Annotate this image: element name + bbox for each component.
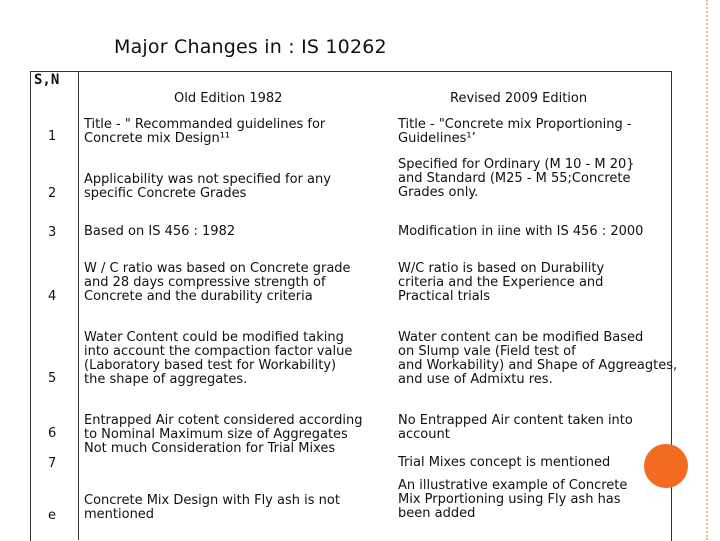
orange-circle-decoration	[644, 444, 688, 488]
row-number: 2	[48, 186, 57, 201]
row-number: 6	[48, 426, 57, 441]
new-cell: Title - "Concrete mix Proportioning - Guidelines¹’	[398, 117, 632, 146]
row-number: 5	[48, 371, 57, 386]
new-cell: No Entrapped Air content taken into account	[398, 413, 633, 442]
table-divider-sn	[78, 71, 79, 540]
new-cell: An illustrative example of Concrete Mix Prportioning using Fly ash has been added	[398, 478, 628, 521]
old-cell: Not much Consideration for Trial Mixes	[84, 441, 336, 456]
old-edition-header: Old Edition 1982	[174, 91, 283, 106]
new-cell: Specified for Ordinary (M 10 - M 20} and Standard (M25 - M 55;Concrete Grades only.	[398, 157, 635, 200]
new-cell: Trial Mixes concept is mentioned	[398, 455, 611, 470]
sn-column-header: S,N	[34, 72, 60, 88]
new-cell: Water content can be modified Based on Slump vale (Field test of and Workability) and Shape of Aggreagtes, and use of Admixtu res.	[398, 330, 678, 387]
old-cell: Concrete Mix Design with Fly ash is not mentioned	[84, 493, 340, 522]
old-cell: Based on IS 456 : 1982	[84, 224, 236, 239]
new-cell: W/C ratio is based on Durability criteria and the Experience and Practical trials	[398, 261, 605, 304]
row-number: 3	[48, 225, 57, 240]
row-number: 7	[48, 456, 57, 471]
row-number: 1	[48, 129, 57, 144]
old-cell: Applicability was not specified for any specific Concrete Grades	[84, 172, 331, 201]
row-number: e	[48, 508, 56, 523]
new-cell: Modification in iine with IS 456 : 2000	[398, 224, 644, 239]
revised-edition-header: Revised 2009 Edition	[450, 91, 588, 106]
old-cell: Entrapped Air cotent considered according to Nominal Maximum size of Aggregates	[84, 413, 363, 442]
old-cell: Title - " Recommanded guidelines for Concrete mix Design¹¹	[84, 117, 326, 146]
row-number: 4	[48, 289, 57, 304]
old-cell: W / C ratio was based on Concrete grade and 28 days compressive strength of Concrete and the durability criteria	[84, 261, 351, 304]
slide-right-border	[706, 0, 720, 540]
old-cell: Water Content could be modified taking into account the compaction factor value (Laboratory based test for Workability) the shape of aggregates.	[84, 330, 353, 387]
page-title: Major Changes in : IS 10262	[114, 36, 387, 58]
